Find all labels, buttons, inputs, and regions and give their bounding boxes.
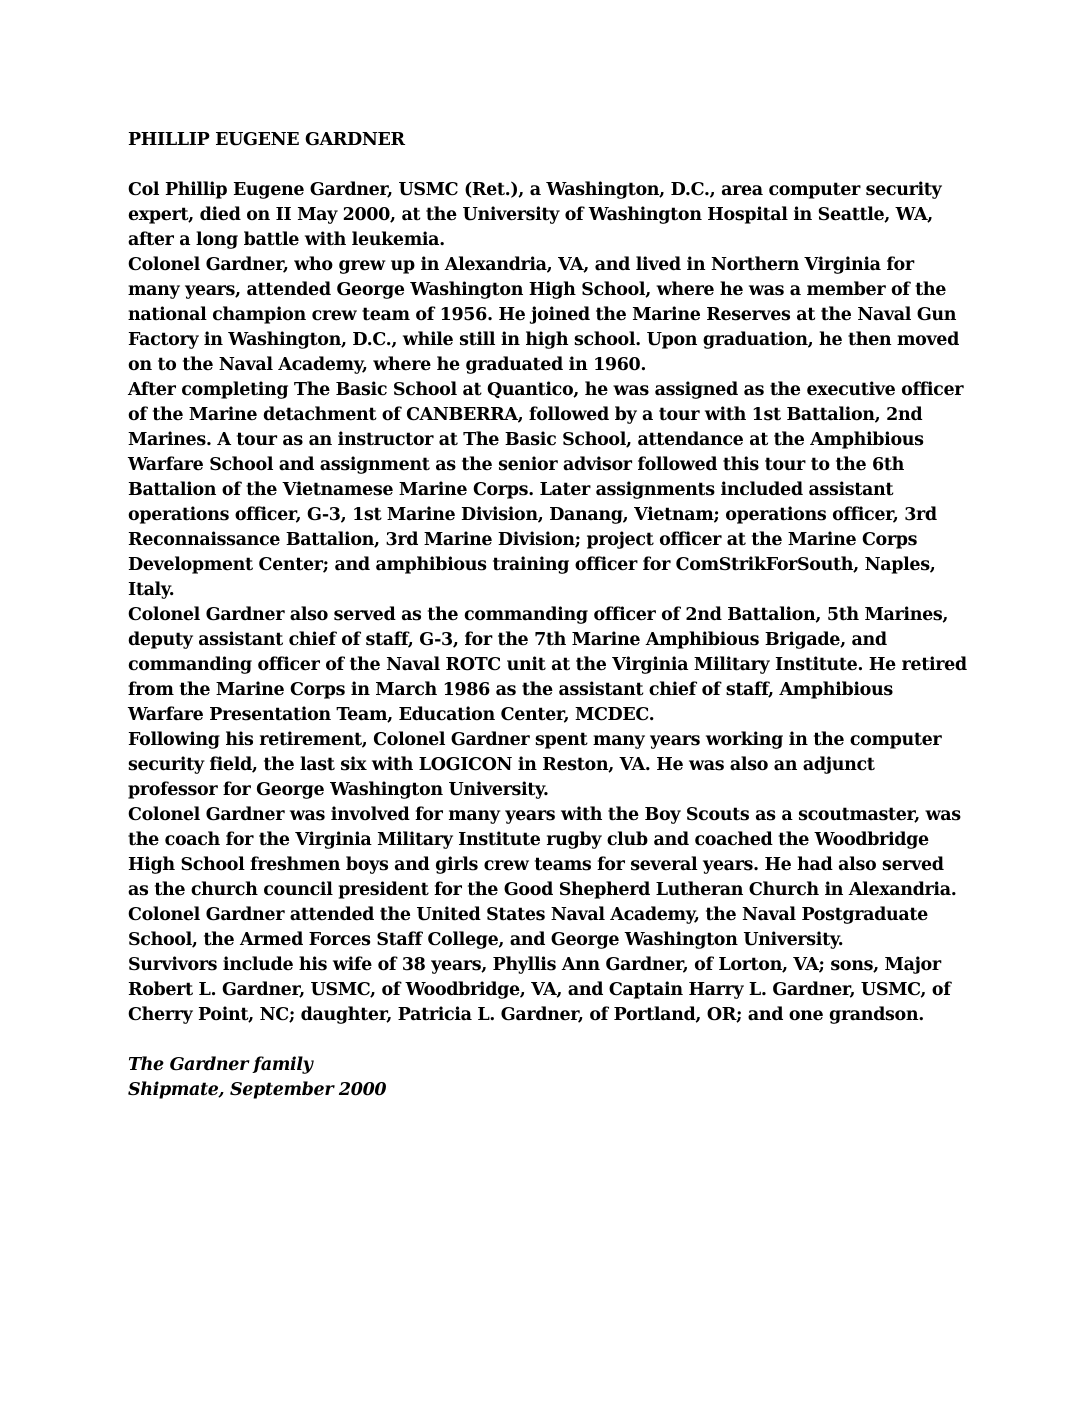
paragraph-survivors: Survivors include his wife of 38 years, Phyllis Ann Gardner, of Lorton, VA; sons, Major Robert L. Gardner, USMC, of Woodbridge, VA, and Captain Harry L. Gardner, USMC, of Cherry Point, NC; daughter, Patricia L. Gardner, of Portland, OR; and one grandson. (128, 955, 951, 1025)
publication-source: Shipmate, September 2000 (128, 1080, 387, 1100)
paragraph-intro: Col Phillip Eugene Gardner, USMC (Ret.), a Washington, D.C., area computer security expert, died on II May 2000, at the University of Washington Hospital in Seattle, WA, after a long battle with leukemia. (128, 180, 942, 250)
paragraph-career: After completing The Basic School at Quantico, he was assigned as the executive officer of the Marine detachment of CANBERRA, followed by a tour with 1st Battalion, 2nd Marines. A tour as an instructor at The Basic School, attendance at the Amphibious Warfare School and assignment as the senior advisor followed this tour to the 6th Battalion of the Vietnamese Marine Corps. Later assignments included assistant operations officer, G-3, 1st Marine Division, Danang, Vietnam; operations officer, 3rd Reconnaissance Battalion, 3rd Marine Division; project officer at the Marine Corps Development Center; and amphibious training officer for ComStrikForSouth, Naples, Italy. (128, 380, 964, 600)
paragraph-command: Colonel Gardner also served as the commanding officer of 2nd Battalion, 5th Marines, deputy assistant chief of staff, G-3, for the 7th Marine Amphibious Brigade, and commanding officer of the Naval ROTC unit at the Virginia Military Institute. He retired from the Marine Corps in March 1986 as the assistant chief of staff, Amphibious Warfare Presentation Team, Education Center, MCDEC. (128, 605, 967, 725)
obituary-body (128, 128, 968, 1103)
paragraph-early-life: Colonel Gardner, who grew up in Alexandria, VA, and lived in Northern Virginia for many years, attended George Washington High School, where he was a member of the national champion crew team of 1956. He joined the Marine Reserves at the Naval Gun Factory in Washington, D.C., while still in high school. Upon graduation, he then moved on to the Naval Academy, where he graduated in 1960. (128, 255, 959, 375)
signature-block (128, 1053, 968, 1103)
attribution: The Gardner family (128, 1055, 313, 1075)
paragraph-retirement: Following his retirement, Colonel Gardner spent many years working in the computer security field, the last six with LOGICON in Reston, VA. He was also an adjunct professor for George Washington University. (128, 730, 942, 800)
document-title: PHILLIP EUGENE GARDNER (128, 130, 405, 150)
paragraph-education: Colonel Gardner attended the United States Naval Academy, the Naval Postgraduate School, the Armed Forces Staff College, and George Washington University. (128, 905, 928, 950)
paragraph-community: Colonel Gardner was involved for many years with the Boy Scouts as a scoutmaster, was the coach for the Virginia Military Institute rugby club and coached the Woodbridge High School freshmen boys and girls crew teams for several years. He had also served as the church council president for the Good Shepherd Lutheran Church in Alexandria. (128, 805, 961, 900)
